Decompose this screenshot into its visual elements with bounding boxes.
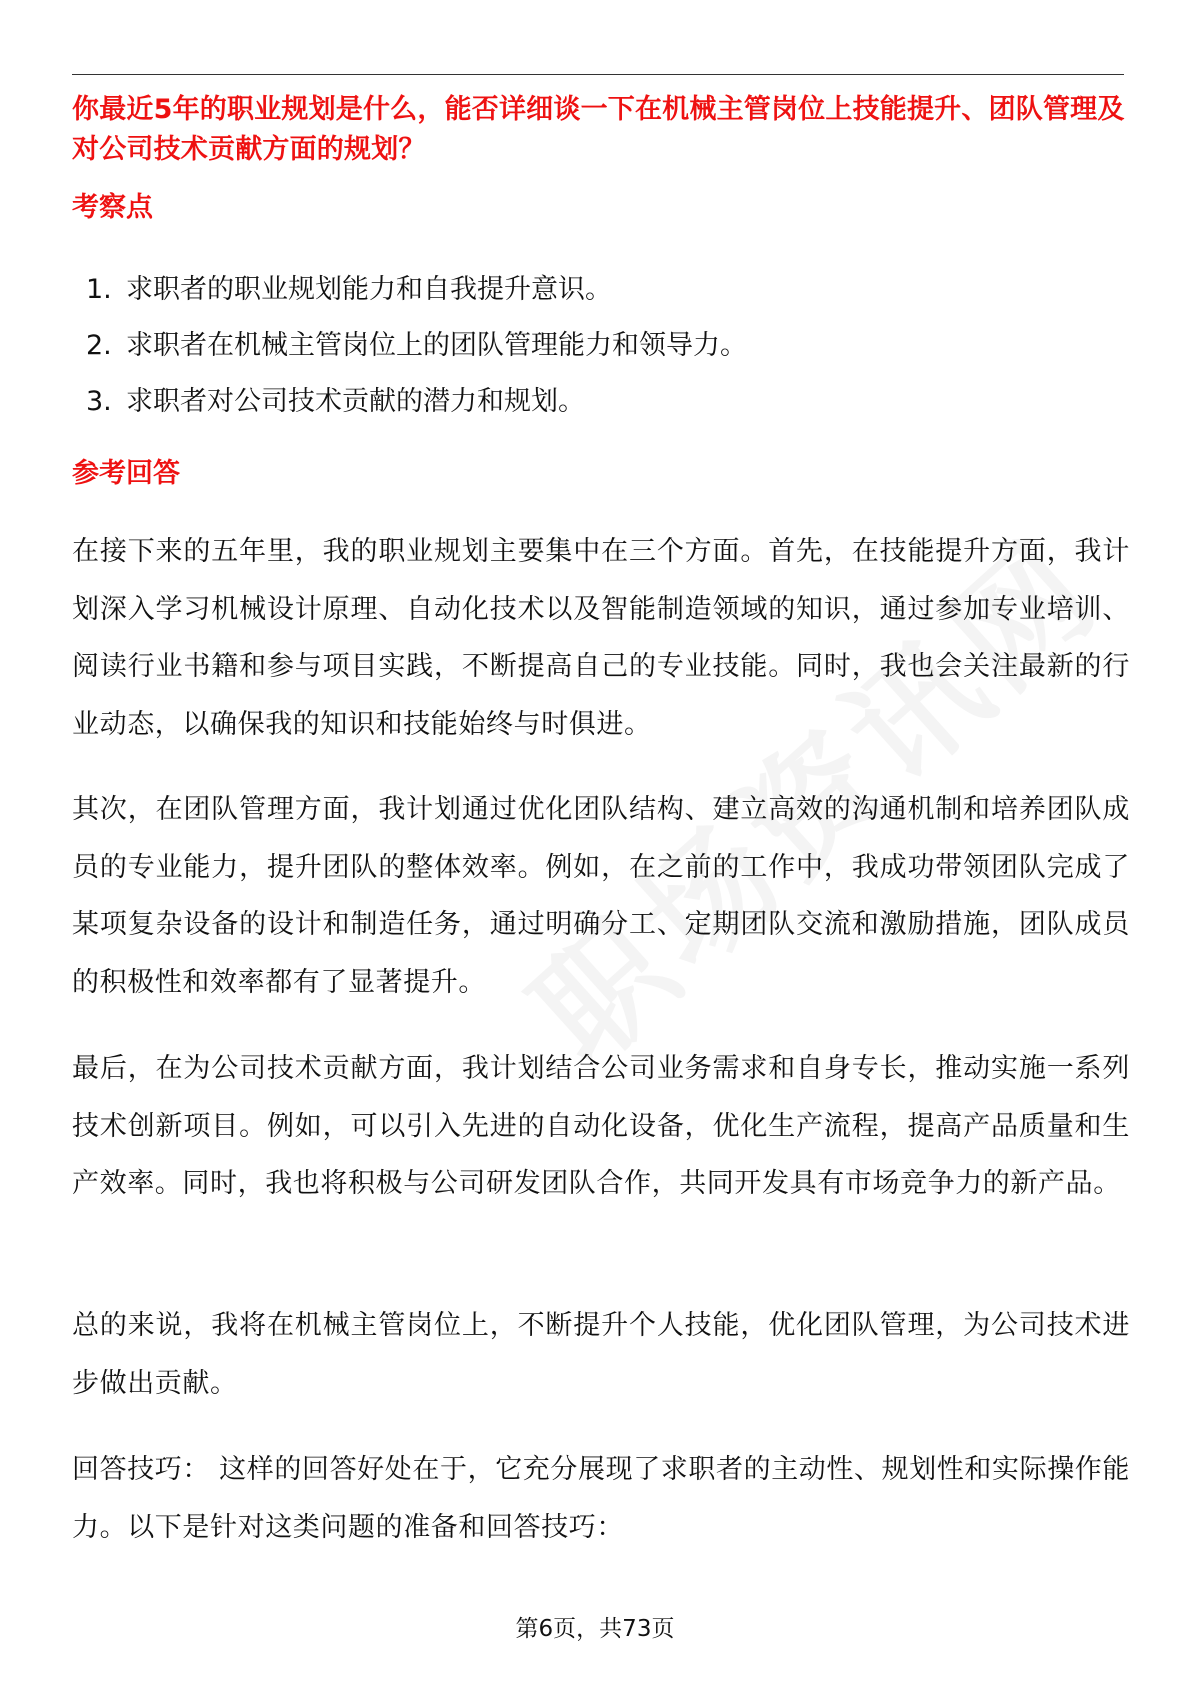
answer-paragraph: 其次，在团队管理方面，我计划通过优化团队结构、建立高效的沟通机制和培养团队成员的专业能力，提升团队的整体效率。例如，在之前的工作中，我成功带领团队完成了某项复杂设备的设计和制造任务，通过明确分工、定期团队交流和激励措施，团队成员的积极性和效率都有了显著提升。 (72, 794, 1130, 998)
answer-heading: 参考回答 (72, 458, 180, 489)
answer-tips-paragraph: 回答技巧： 这样的回答好处在于，它充分展现了求职者的主动性、规划性和实际操作能力。以下是针对这类问题的准备和回答技巧： (72, 1454, 1130, 1543)
list-item-text: 求职者在机械主管岗位上的团队管理能力和领导力。 (126, 330, 747, 361)
list-item-number: 2. (86, 330, 112, 361)
list-item-number: 1. (86, 274, 112, 305)
answer-paragraph: 最后，在为公司技术贡献方面，我计划结合公司业务需求和自身专长，推动实施一系列技术创新项目。例如，可以引入先进的自动化设备，优化生产流程，提高产品质量和生产效率。同时，我也将积极与公司研发团队合作，共同开发具有市场竞争力的新产品。 (72, 1053, 1130, 1199)
answer-paragraph: 总的来说，我将在机械主管岗位上，不断提升个人技能，优化团队管理，为公司技术进步做出贡献。 (72, 1310, 1130, 1399)
points-list (86, 262, 747, 430)
page-number: 第6页，共73页 (515, 1616, 675, 1642)
list-item-text: 求职者的职业规划能力和自我提升意识。 (126, 274, 612, 305)
answer-paragraph: 在接下来的五年里，我的职业规划主要集中在三个方面。首先，在技能提升方面，我计划深入学习机械设计原理、自动化技术以及智能制造领域的知识，通过参加专业培训、阅读行业书籍和参与项目实践，不断提高自己的专业技能。同时，我也会关注最新的行业动态，以确保我的知识和技能始终与时俱进。 (72, 536, 1130, 740)
list-item-text: 求职者对公司技术贡献的潜力和规划。 (126, 386, 585, 417)
points-heading: 考察点 (72, 192, 153, 223)
list-item-number: 3. (86, 386, 112, 417)
list-item (86, 262, 747, 318)
header-divider (72, 74, 1124, 75)
list-item (86, 318, 747, 374)
question-title: 你最近5年的职业规划是什么，能否详细谈一下在机械主管岗位上技能提升、团队管理及对公司技术贡献方面的规划？ (72, 94, 1125, 165)
list-item (86, 374, 747, 430)
